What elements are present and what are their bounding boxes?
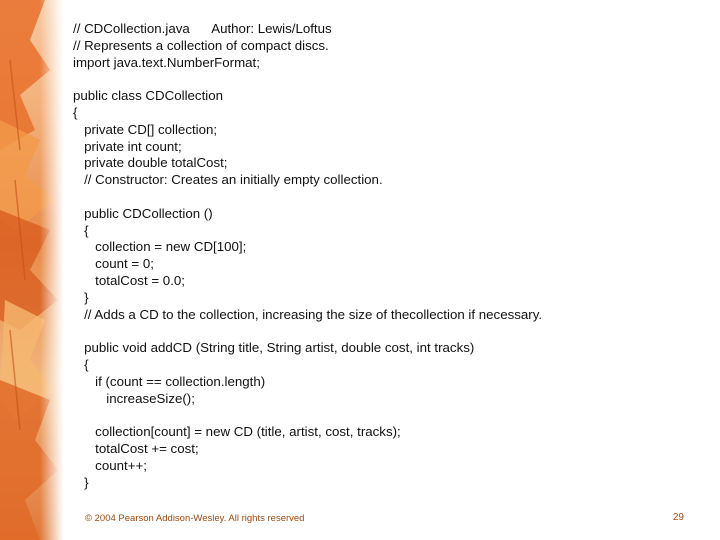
code-line: // Represents a collection of compact discs. <box>73 37 329 53</box>
copyright-footer: © 2004 Pearson Addison-Wesley. All rights reserved <box>85 513 305 524</box>
code-line: // CDCollection.java Author: Lewis/Loftus <box>73 21 332 36</box>
code-line: // Constructor: Creates an initially empty collection. <box>73 172 383 188</box>
code-line: collection = new CD[100]; <box>73 239 247 255</box>
code-line: totalCost += cost; <box>73 440 199 456</box>
code-line: import java.text.NumberFormat; <box>73 54 260 70</box>
code-line: private double totalCost; <box>73 155 228 171</box>
code-line: public CDCollection () <box>73 205 213 221</box>
code-line: private int count; <box>73 138 182 154</box>
code-line <box>73 189 713 206</box>
code-listing <box>73 21 713 491</box>
code-line: count++; <box>73 457 147 473</box>
code-line <box>73 407 713 424</box>
code-line: if (count == collection.length) <box>73 373 266 389</box>
code-line <box>73 323 713 340</box>
page-number: 29 <box>672 512 684 523</box>
code-line: collection[count] = new CD (title, artist, cost, tracks); <box>73 424 401 440</box>
code-line: // Adds a CD to the collection, increasing the size of thecollection if necessary. <box>73 306 543 322</box>
code-line: { <box>73 104 78 120</box>
code-line: public class CDCollection <box>73 88 224 104</box>
code-line: { <box>73 222 89 238</box>
autumn-leaves-border <box>0 0 62 540</box>
code-line: { <box>73 356 89 372</box>
code-line: increaseSize(); <box>73 390 195 406</box>
code-line: } <box>73 474 89 490</box>
code-line <box>73 71 713 88</box>
code-line: totalCost = 0.0; <box>73 272 185 288</box>
code-line: } <box>73 289 89 305</box>
code-line: count = 0; <box>73 256 154 272</box>
code-line: public void addCD (String title, String artist, double cost, int tracks) <box>73 340 475 356</box>
code-line: private CD[] collection; <box>73 121 218 137</box>
